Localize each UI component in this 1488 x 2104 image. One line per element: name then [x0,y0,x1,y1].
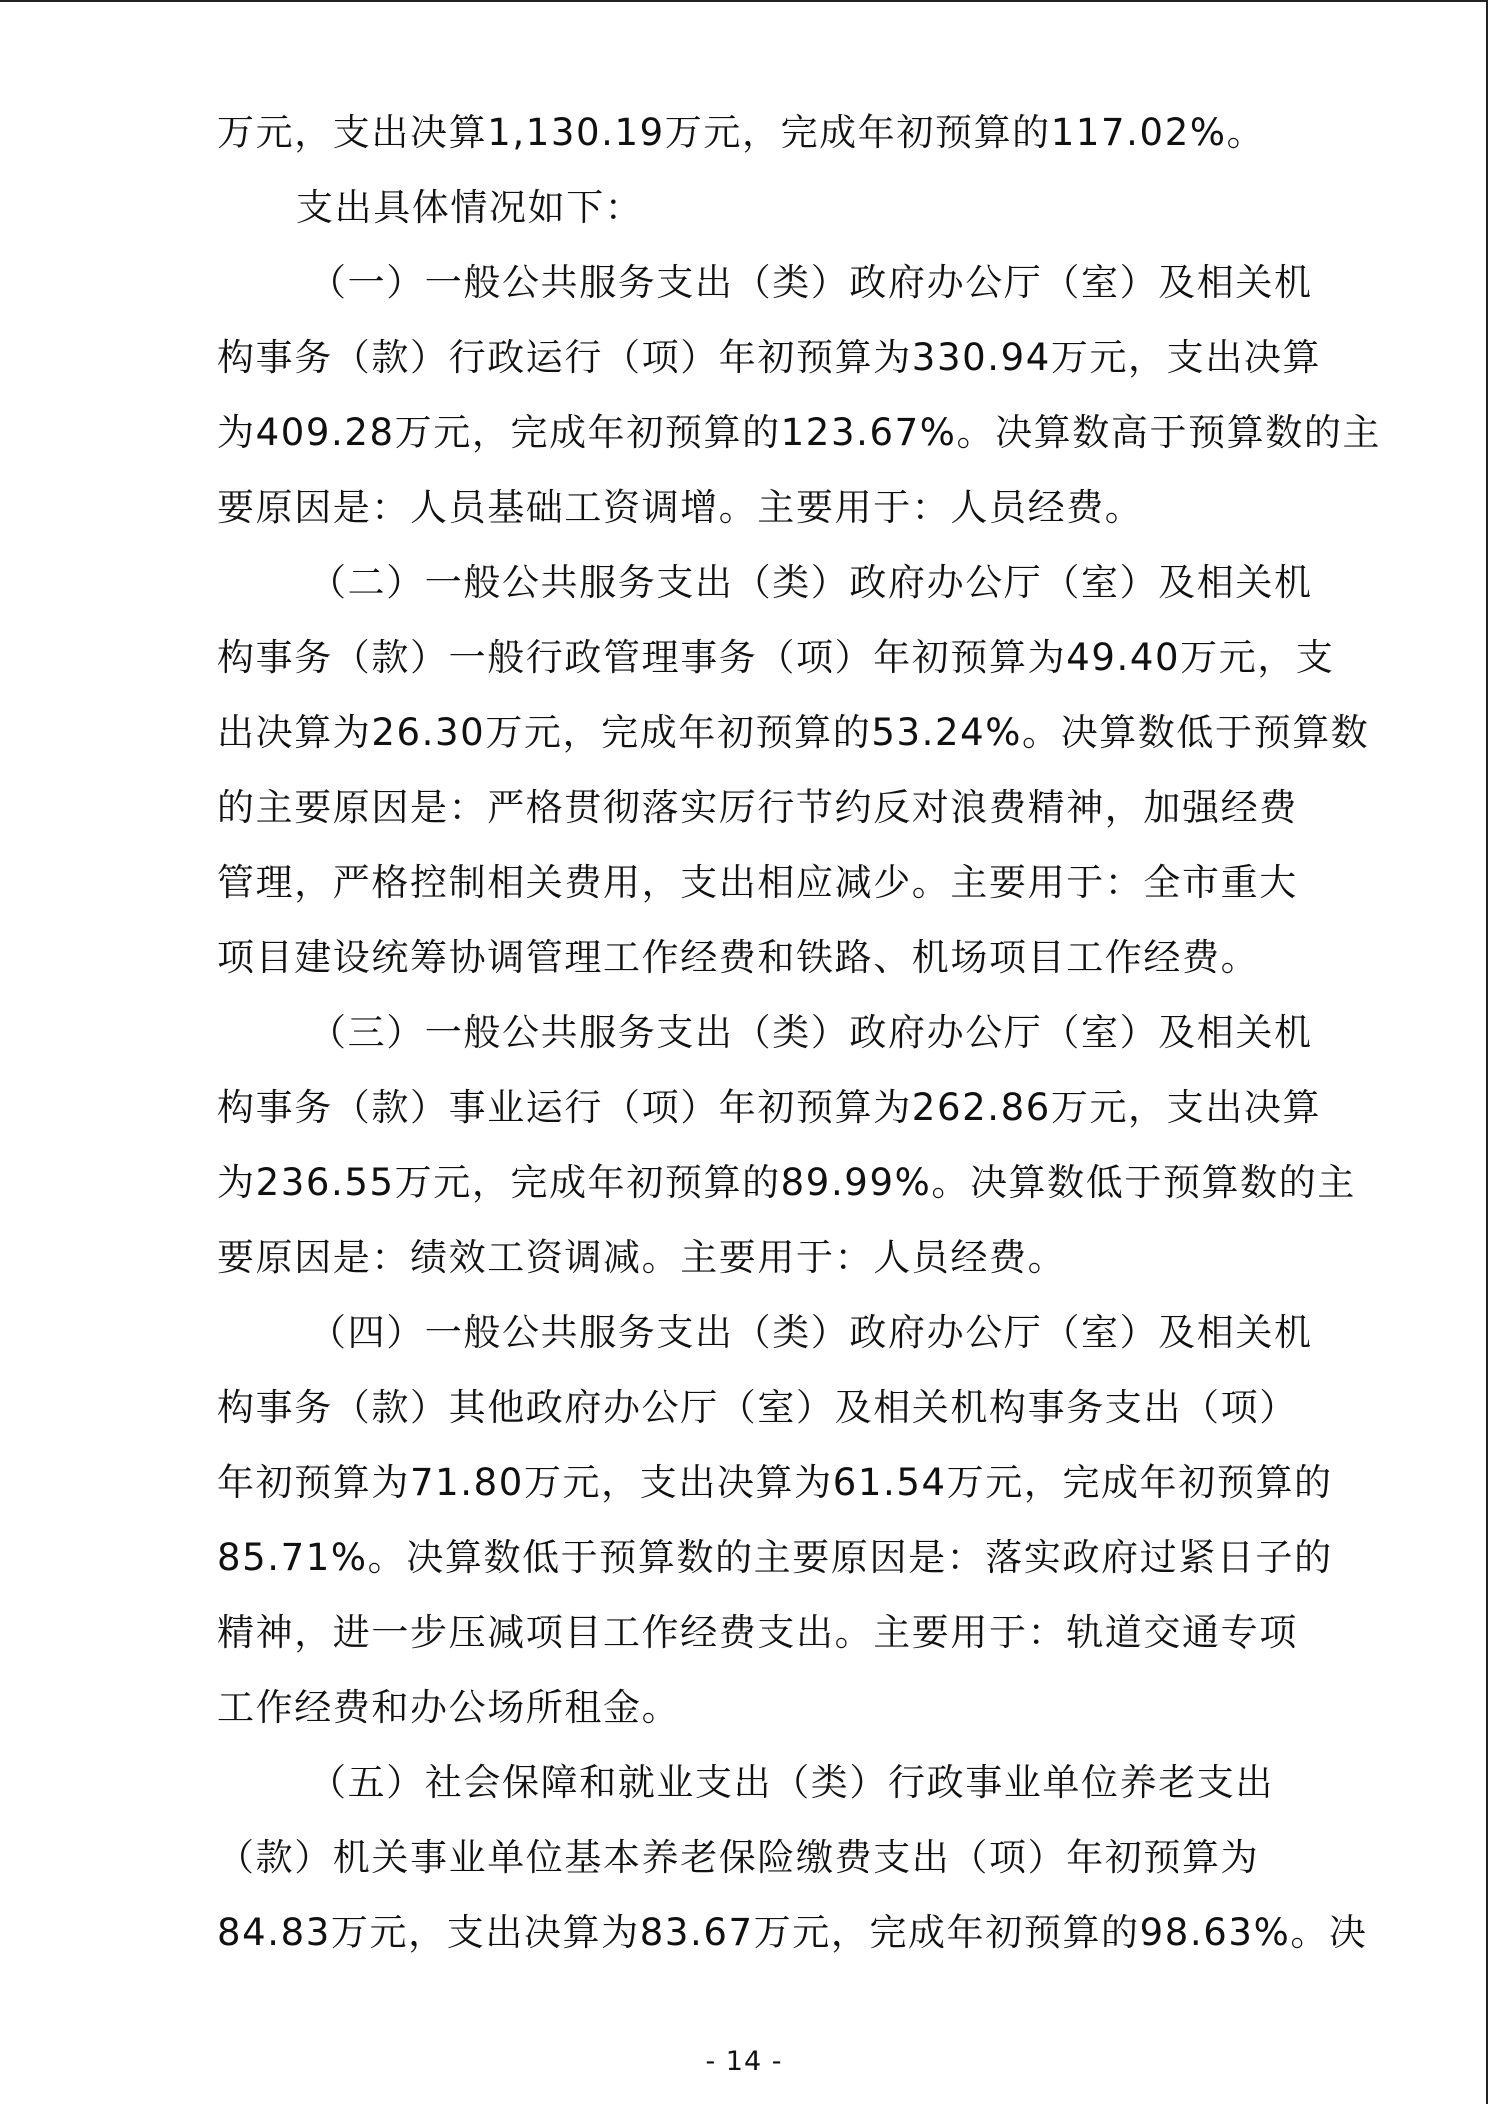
paragraph-3-line: 构事务（款）事业运行（项）年初预算为262.86万元，支出决算 [217,1086,1322,1129]
document-body [217,95,1382,1970]
page-top-border [0,0,1488,2]
paragraph-3-line: 要原因是：绩效工资调减。主要用于：人员经费。 [217,1236,1067,1279]
paragraph-2-line: 项目建设统筹协调管理工作经费和铁路、机场项目工作经费。 [217,936,1260,979]
paragraph-1-line: （一）一般公共服务支出（类）政府办公厅（室）及相关机 [309,261,1313,304]
paragraph-3-line: 为236.55万元，完成年初预算的89.99%。决算数低于预算数的主 [217,1161,1356,1204]
paragraph-4-line: 85.71%。决算数低于预算数的主要原因是：落实政府过紧日子的 [217,1536,1333,1579]
paragraph-1-line: 构事务（款）行政运行（项）年初预算为330.94万元，支出决算 [217,336,1322,379]
paragraph-2-line: 构事务（款）一般行政管理事务（项）年初预算为49.40万元，支 [217,636,1335,679]
paragraph-5-line: 84.83万元，支出决算为83.67万元，完成年初预算的98.63%。决 [217,1911,1368,1954]
paragraph-1-line: 为409.28万元，完成年初预算的123.67%。决算数高于预算数的主 [217,411,1382,454]
paragraph-2-line: （二）一般公共服务支出（类）政府办公厅（室）及相关机 [309,561,1313,604]
paragraph-2-line: 管理，严格控制相关费用，支出相应减少。主要用于：全市重大 [217,861,1298,904]
text-line: 万元，支出决算1,130.19万元，完成年初预算的117.02%。 [217,111,1266,154]
paragraph-5-line: （五）社会保障和就业支出（类）行政事业单位养老支出 [309,1761,1274,1804]
paragraph-4-line: 精神，进一步压减项目工作经费支出。主要用于：轨道交通专项 [217,1611,1298,1654]
section-intro-line: 支出具体情况如下： [296,186,644,229]
paragraph-4-line: （四）一般公共服务支出（类）政府办公厅（室）及相关机 [309,1311,1313,1354]
paragraph-2-line: 出决算为26.30万元，完成年初预算的53.24%。决算数低于预算数 [217,711,1370,754]
paragraph-4-line: 年初预算为71.80万元，支出决算为61.54万元，完成年初预算的 [217,1461,1333,1504]
paragraph-5-line: （款）机关事业单位基本养老保险缴费支出（项）年初预算为 [217,1836,1260,1879]
paragraph-1-line: 要原因是：人员基础工资调增。主要用于：人员经费。 [217,486,1144,529]
paragraph-4-line: 工作经费和办公场所租金。 [217,1686,681,1729]
paragraph-3-line: （三）一般公共服务支出（类）政府办公厅（室）及相关机 [309,1011,1313,1054]
paragraph-4-line: 构事务（款）其他政府办公厅（室）及相关机构事务支出（项） [217,1386,1298,1429]
page-number: - 14 - [705,2046,783,2077]
paragraph-2-line: 的主要原因是：严格贯彻落实厉行节约反对浪费精神，加强经费 [217,786,1298,829]
